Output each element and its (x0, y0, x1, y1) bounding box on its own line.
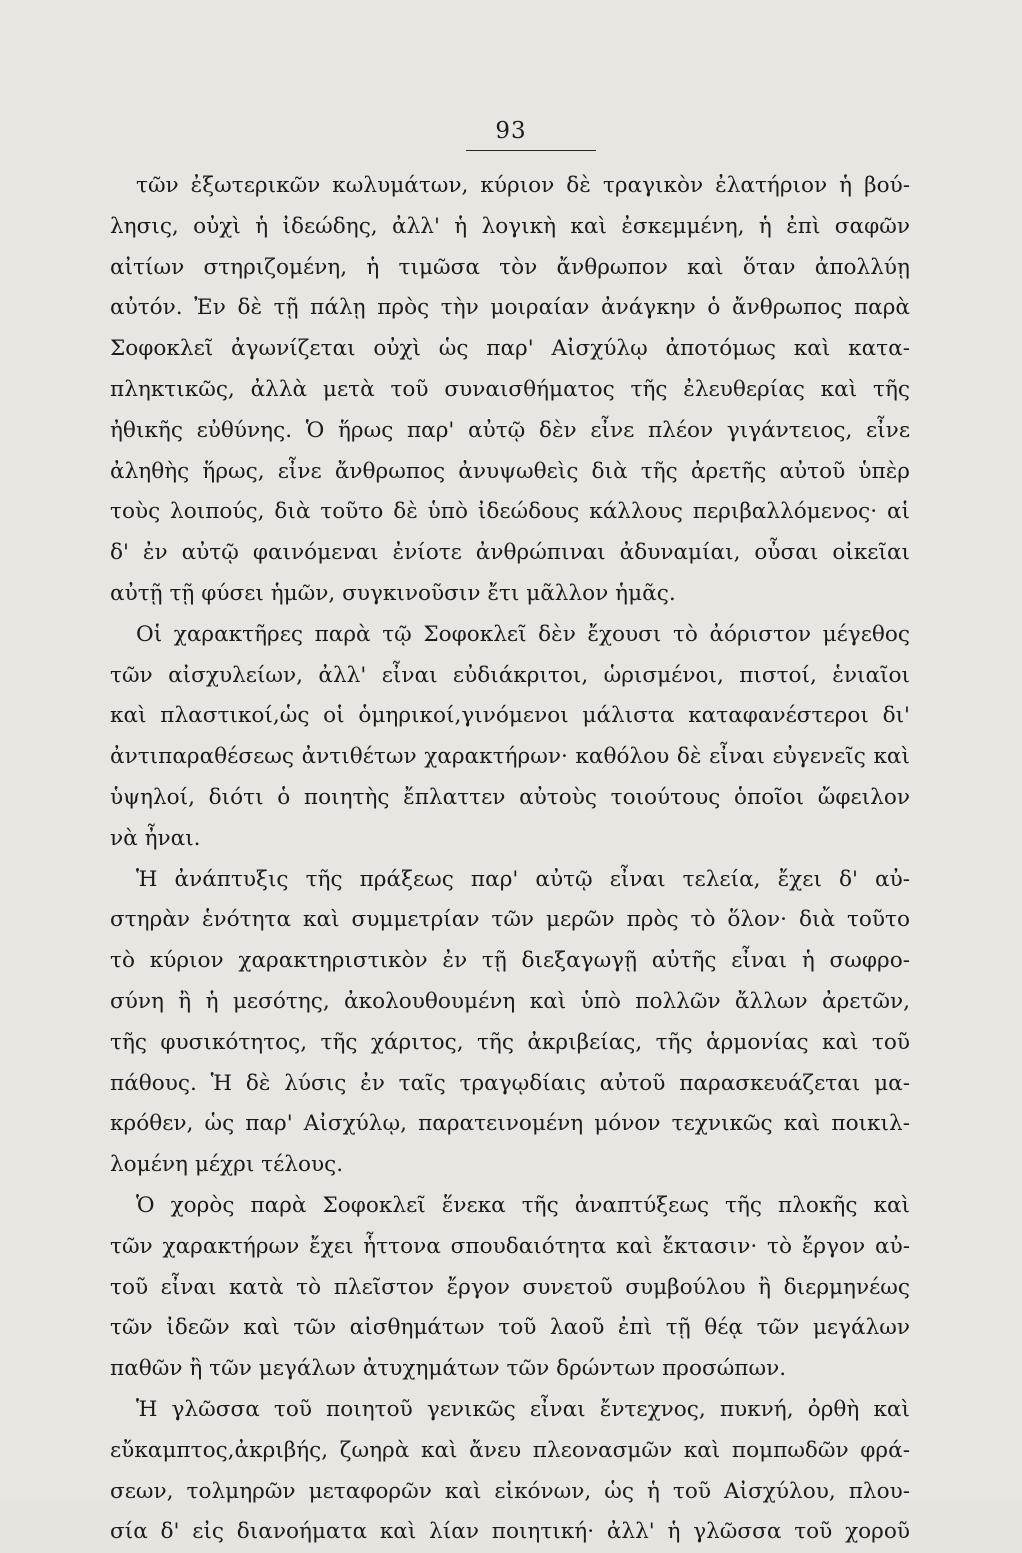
text-line: ἠθικῆς εὐθύνης. Ὁ ἥρως παρ' αὐτῷ δὲν εἶνε πλέον γιγάντειος, εἶνε (110, 417, 910, 443)
text-line: πληκτικῶς, ἀλλὰ μετὰ τοῦ συναισθήματος τῆς ἐλευθερίας καὶ τῆς (110, 376, 910, 402)
text-line: τῶν χαρακτήρων ἔχει ἧττονα σπουδαιότητα καὶ ἔκτασιν· τὸ ἔργον αὐ- (110, 1233, 910, 1259)
text-line: στηρὰν ἑνότητα καὶ συμμετρίαν τῶν μερῶν πρὸς τὸ ὅλον· διὰ τοῦτο (110, 907, 910, 933)
text-line: πάθους. Ἡ δὲ λύσις ἐν ταῖς τραγῳδίαις αὐτοῦ παρασκευάζεται μα- (110, 1070, 910, 1096)
body-text (110, 166, 910, 1553)
text-line: σεων, τολμηρῶν μεταφορῶν καὶ εἰκόνων, ὡς ἡ τοῦ Αἰσχύλου, πλου- (110, 1478, 910, 1504)
text-line: σύνη ἢ ἡ μεσότης, ἀκολουθουμένη καὶ ὑπὸ πολλῶν ἄλλων ἀρετῶν, (110, 988, 910, 1014)
text-line: τῶν αἰσχυλείων, ἀλλ' εἶναι εὐδιάκριτοι, ὡρισμένοι, πιστοί, ἑνιαῖοι (110, 662, 910, 688)
text-line: αὐτόν. Ἐν δὲ τῇ πάλῃ πρὸς τὴν μοιραίαν ἀνάγκην ὁ ἄνθρωπος παρὰ (110, 295, 910, 321)
text-line: νὰ ἦναι. (110, 825, 201, 851)
text-line: δ' ἐν αὐτῷ φαινόμεναι ἐνίοτε ἀνθρώπιναι ἀδυναμίαι, οὖσαι οἰκεῖαι (110, 540, 910, 566)
text-line: Ἡ γλῶσσα τοῦ ποιητοῦ γενικῶς εἶναι ἔντεχνος, πυκνή, ὀρθὴ καὶ (136, 1396, 910, 1422)
header-rule (466, 150, 596, 151)
text-line: ἀληθὴς ἥρως, εἶνε ἄνθρωπος ἀνυψωθεὶς διὰ τῆς ἀρετῆς αὐτοῦ ὑπὲρ (110, 458, 910, 484)
text-line: αἰτίων στηριζομένη, ἡ τιμῶσα τὸν ἄνθρωπον καὶ ὅταν ἀπολλύῃ (110, 254, 910, 280)
text-line: Οἱ χαρακτῆρες παρὰ τῷ Σοφοκλεῖ δὲν ἔχουσι τὸ ἀόριστον μέγεθος (136, 621, 910, 647)
text-line: τῶν ἰδεῶν καὶ τῶν αἰσθημάτων τοῦ λαοῦ ἐπὶ τῇ θέᾳ τῶν μεγάλων (110, 1315, 910, 1341)
text-line: τῶν ἐξωτερικῶν κωλυμάτων, κύριον δὲ τραγικὸν ἐλατήριον ἡ βού- (136, 173, 910, 198)
text-line: Ὁ χορὸς παρὰ Σοφοκλεῖ ἕνεκα τῆς ἀναπτύξεως τῆς πλοκῆς καὶ (136, 1192, 910, 1218)
text-line: τοὺς λοιπούς, διὰ τοῦτο δὲ ὑπὸ ἰδεώδους κάλλους περιβαλλόμενος· αἱ (110, 499, 910, 525)
text-line: αὐτῇ τῇ φύσει ἡμῶν, συγκινοῦσιν ἔτι μᾶλλον ἡμᾶς. (110, 580, 676, 606)
text-line: τοῦ εἶναι κατὰ τὸ πλεῖστον ἔργον συνετοῦ συμβούλου ἢ διερμηνέως (110, 1274, 910, 1300)
text-line: ὑψηλοί, διότι ὁ ποιητὴς ἔπλαττεν αὐτοὺς τοιούτους ὁποῖοι ὤφειλον (110, 784, 910, 810)
text-line: ἀντιπαραθέσεως ἀντιθέτων χαρακτήρων· καθόλου δὲ εἶναι εὐγενεῖς καὶ (110, 744, 910, 770)
text-line: τὸ κύριον χαρακτηριστικὸν ἐν τῇ διεξαγωγῇ αὐτῆς εἶναι ἡ σωφρο- (110, 948, 910, 974)
text-line: Σοφοκλεῖ ἀγωνίζεται οὐχὶ ὡς παρ' Αἰσχύλῳ ἀποτόμως καὶ κατα- (110, 336, 910, 362)
text-line: κρόθεν, ὡς παρ' Αἰσχύλῳ, παρατεινομένη μόνον τεχνικῶς καὶ ποικιλ- (110, 1111, 910, 1137)
text-line: παθῶν ἢ τῶν μεγάλων ἀτυχημάτων τῶν δρώντων προσώπων. (110, 1356, 787, 1382)
text-line: τῆς φυσικότητος, τῆς χάριτος, τῆς ἀκριβείας, τῆς ἁρμονίας καὶ τοῦ (110, 1029, 910, 1055)
text-line: Ἡ ἀνάπτυξις τῆς πράξεως παρ' αὐτῷ εἶναι τελεία, ἔχει δ' αὐ- (136, 866, 910, 892)
text-line: λομένη μέχρι τέλους. (110, 1152, 344, 1178)
page-number: 93 (495, 118, 527, 144)
text-line: εὔκαμπτος,ἀκριβής, ζωηρὰ καὶ ἄνευ πλεονασμῶν καὶ πομπωδῶν φρά- (110, 1437, 910, 1463)
text-line: καὶ πλαστικοί,ὡς οἱ ὁμηρικοί,γινόμενοι μάλιστα καταφανέστεροι δι' (110, 703, 910, 729)
text-line: λησις, οὐχὶ ἡ ἰδεώδης, ἀλλ' ἡ λογικὴ καὶ ἐσκεμμένη, ἡ ἐπὶ σαφῶν (110, 213, 910, 239)
text-line: σία δ' εἰς διανοήματα καὶ λίαν ποιητική· ἀλλ' ἡ γλῶσσα τοῦ χοροῦ (110, 1519, 910, 1545)
